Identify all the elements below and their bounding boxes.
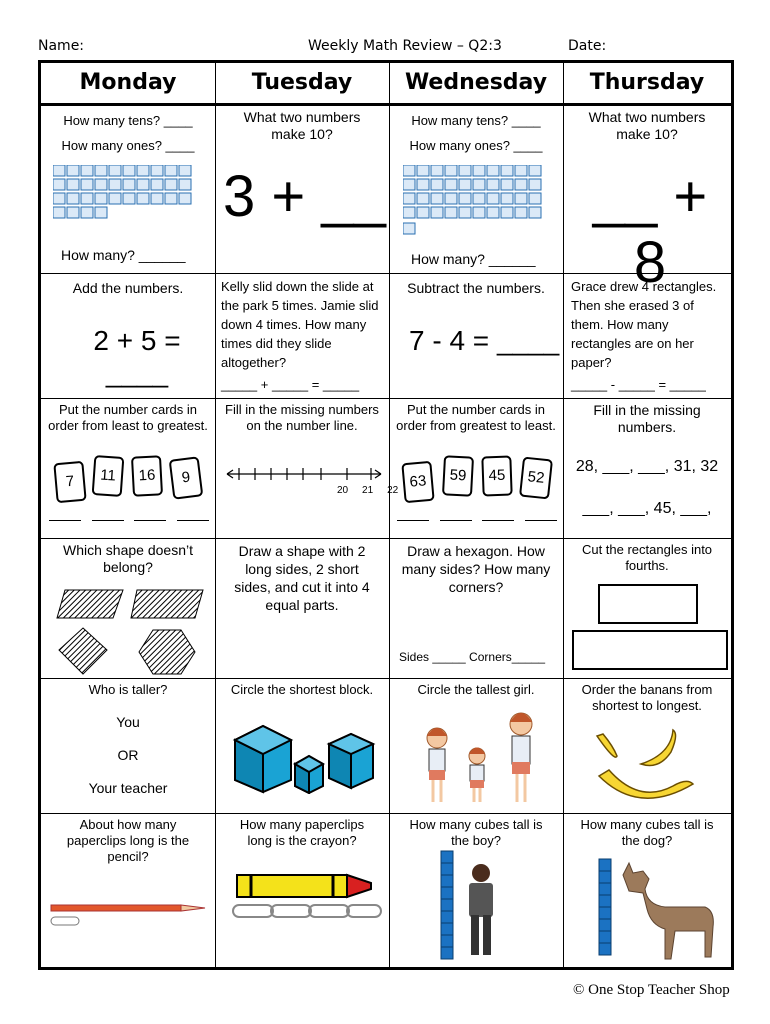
answer-blank: _____ - _____ = _____: [571, 377, 706, 392]
wed-subtract: [389, 277, 563, 397]
tue-number-line: [215, 402, 399, 538]
parallelogram-shape: [131, 590, 203, 618]
mon-add: [41, 277, 215, 397]
question: How many ones? ____: [61, 138, 195, 153]
day-thursday: Thursday: [563, 63, 731, 106]
dog-cubes-image: [597, 857, 721, 967]
rectangle-shape: [572, 630, 728, 670]
question: Add the numbers.: [72, 280, 184, 296]
tue-crayon: [215, 817, 389, 967]
question: About how many paperclips long is the pencil?: [66, 817, 190, 864]
equation: 7 - 4 = ____: [409, 325, 560, 356]
question: How many? ______: [61, 247, 186, 263]
question: What two numbers make 10?: [588, 109, 706, 142]
mon-order-cards: [41, 402, 215, 538]
question: Circle the shortest block.: [230, 682, 374, 697]
question: How many paperclips long is the crayon?: [239, 817, 365, 848]
base-ten-cubes: [403, 165, 553, 239]
rhombus-shape: [59, 628, 107, 674]
thu-make-ten: [563, 109, 731, 295]
question: Cut the rectangles into fourths.: [581, 542, 713, 573]
question: Draw a shape with 2 long sides, 2 short sides, and cut it into 4 equal parts.: [234, 543, 370, 613]
question: Draw a hexagon. How many sides? How many corners?: [401, 543, 551, 595]
answer-blank: __: [321, 164, 386, 229]
expression: 3 +: [223, 164, 306, 229]
question: Put the number cards in order from greatest to least.: [396, 402, 556, 433]
number-card: 59: [442, 455, 474, 497]
question: How many tens? ____: [63, 113, 193, 128]
tue-blocks: [215, 682, 389, 813]
day-monday: Monday: [41, 63, 215, 106]
number-sequence: ___, ___, 45, ___,: [582, 500, 712, 517]
question: How many ones? ____: [409, 138, 543, 153]
review-grid: [38, 60, 734, 970]
name-label: Name:: [38, 38, 85, 54]
thu-bananas: [563, 682, 731, 813]
day-tuesday: Tuesday: [215, 63, 389, 106]
worksheet-title: Weekly Math Review – Q2:3: [308, 38, 502, 54]
question: Order the banans from shortest to longest.: [581, 682, 713, 713]
hexagon-shape: [139, 630, 195, 674]
wed-order-cards: [389, 402, 563, 538]
number-card: 45: [481, 455, 512, 496]
thu-missing-numbers: [563, 402, 731, 538]
question: Fill in the missing numbers on the number line.: [225, 402, 379, 433]
expression: + 8: [633, 164, 708, 295]
wed-tallest-girl: [389, 682, 563, 813]
number-line: [225, 466, 385, 486]
question: Subtract the numbers.: [407, 280, 545, 296]
answer-blank: _____ + _____ = _____: [221, 377, 360, 392]
boy-cubes-image: [437, 849, 517, 965]
number-card: 7: [53, 461, 86, 503]
crayon-paperclips-image: [229, 869, 385, 929]
question: Which shape doesn’t belong?: [63, 542, 193, 575]
question: Circle the tallest girl.: [417, 682, 535, 697]
thu-dog-cubes: [563, 817, 731, 967]
question: Who is taller?: [88, 682, 168, 697]
question: Grace drew 4 rectangles. Then she erased 3 of them. How many rectangles are on her paper?: [571, 279, 717, 370]
day-wednesday: Wednesday: [389, 63, 563, 106]
question: How many cubes tall is the boy?: [409, 817, 543, 848]
number-card: 9: [169, 456, 204, 499]
tue-make-ten: [215, 109, 389, 273]
question: How many cubes tall is the dog?: [580, 817, 714, 848]
tue-word-problem: [215, 277, 389, 397]
copyright: © One Stop Teacher Shop: [573, 982, 730, 998]
shapes-image: [55, 586, 205, 678]
answer-blanks: [49, 520, 209, 521]
date-label: Date:: [568, 38, 607, 54]
number-card: 16: [131, 455, 163, 497]
parallelogram-shape: [57, 590, 123, 618]
divider: [41, 398, 731, 399]
thu-fourths: [563, 542, 731, 678]
option: Your teacher: [88, 780, 168, 796]
girls-image: [409, 702, 549, 812]
option: You: [116, 714, 140, 730]
base-ten-cubes: [53, 165, 203, 225]
option: OR: [117, 747, 139, 763]
question: Fill in the missing numbers.: [593, 402, 701, 435]
abc-blocks-image: [229, 714, 379, 794]
question: How many? ______: [411, 251, 536, 267]
question: Kelly slid down the slide at the park 5 times. Jamie slid down 4 times. How many times did they slide altogether?: [221, 279, 379, 370]
question: How many tens? ____: [411, 113, 541, 128]
question: Put the number cards in order from least to greatest.: [48, 402, 208, 433]
number-card: 63: [401, 461, 434, 503]
thu-word-problem: [563, 277, 731, 397]
wed-tens-ones: [389, 109, 563, 273]
divider: [41, 538, 731, 539]
answer-blanks: [397, 520, 557, 521]
divider: [41, 678, 731, 679]
wed-boy-cubes: [389, 817, 563, 967]
divider: [41, 813, 731, 814]
tick-label: 20: [337, 485, 349, 496]
tue-draw-shape: [215, 542, 389, 678]
pencil-paperclip-image: [49, 899, 209, 929]
rectangle-shape: [598, 584, 698, 624]
mon-taller: [41, 682, 215, 813]
number-card: 52: [519, 457, 553, 500]
equation: 2 + 5 = ____: [93, 325, 181, 388]
mon-tens-ones: [41, 109, 215, 273]
mon-shapes: [41, 542, 215, 678]
bananas-image: [593, 722, 723, 810]
mon-pencil: [41, 817, 215, 967]
tick-label: 22: [387, 485, 399, 496]
tick-label: 21: [362, 485, 374, 496]
number-card: 11: [92, 455, 125, 497]
answer-blank: Sides _____ Corners_____: [399, 650, 546, 664]
answer-blank: __: [592, 164, 658, 229]
question: What two numbers make 10?: [243, 109, 361, 142]
number-sequence: 28, ___, ___, 31, 32: [575, 458, 719, 475]
wed-hexagon: [389, 542, 563, 678]
